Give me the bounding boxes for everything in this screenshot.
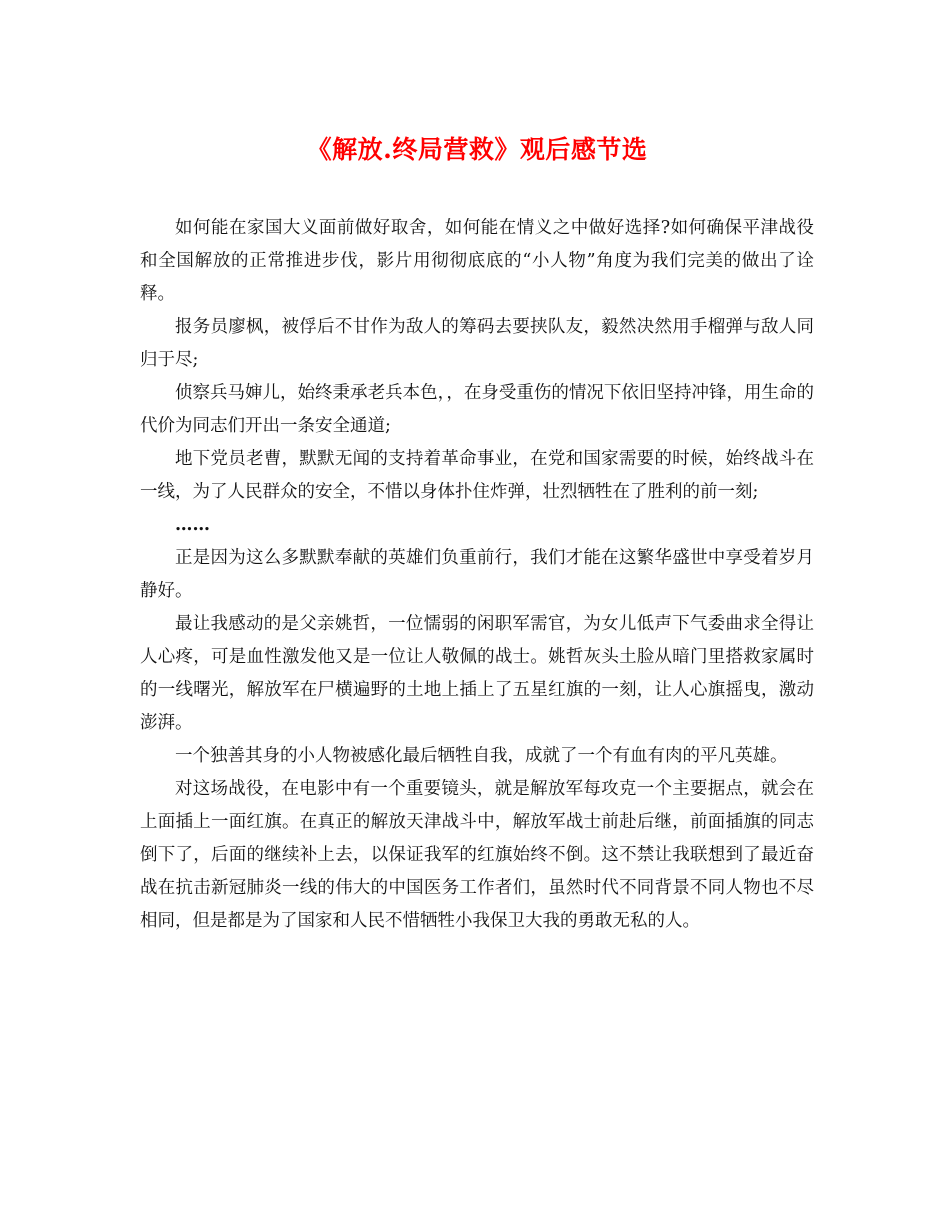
paragraph: 地下党员老曹，默默无闻的支持着革命事业，在党和国家需要的时候，始终战斗在一线，为了人民群众的安全，不惜以身体扑住炸弹，壮烈牺牲在了胜利的前一刻; [140, 449, 814, 502]
paragraph: 一个独善其身的小人物被感化最后牺牲自我，成就了一个有血有肉的平凡英雄。 [175, 746, 788, 766]
paragraph: 如何能在家国大义面前做好取舍，如何能在情义之中做好选择?如何确保平津战役和全国解放的正常推进步伐，影片用彻彻底底的“小人物”角度为我们完美的做出了诠释。 [140, 218, 814, 304]
paragraph: 对这场战役，在电影中有一个重要镜头，就是解放军每攻克一个主要据点，就会在上面插上一面红旗。在真正的解放天津战斗中，解放军战士前赴后继，前面插旗的同志倒下了，后面的继续补上去，以保证我军的红旗始终不倒。这不禁让我联想到了最近奋战在抗击新冠肺炎一线的伟大的中国医务工作者们，虽然时代不同背景不同人物也不尽相同，但是都是为了国家和人民不惜牺牲小我保卫大我的勇敢无私的人。 [140, 779, 814, 931]
paragraph: 报务员廖枫，被俘后不甘作为敌人的筹码去要挟队友，毅然决然用手榴弹与敌人同归于尽; [140, 317, 814, 370]
document-title: 《解放.终局营救》观后感节选 [306, 135, 648, 164]
document-body [140, 212, 814, 938]
paragraph: 侦察兵马婶儿，始终秉承老兵本色，，在身受重伤的情况下依旧坚持冲锋，用生命的代价为同志们开出一条安全通道; [140, 383, 814, 436]
paragraph-ellipsis: …… [175, 515, 210, 535]
paragraph: 正是因为这么多默默奉献的英雄们负重前行，我们才能在这繁华盛世中享受着岁月静好。 [140, 548, 814, 601]
paragraph: 最让我感动的是父亲姚哲，一位懦弱的闲职军需官，为女儿低声下气委曲求全得让人心疼，可是血性激发他又是一位让人敬佩的战士。姚哲灰头土脸从暗门里搭救家属时的一线曙光，解放军在尸横遍野的土地上插上了五星红旗的一刻，让人心旗摇曳，激动澎湃。 [140, 614, 814, 733]
